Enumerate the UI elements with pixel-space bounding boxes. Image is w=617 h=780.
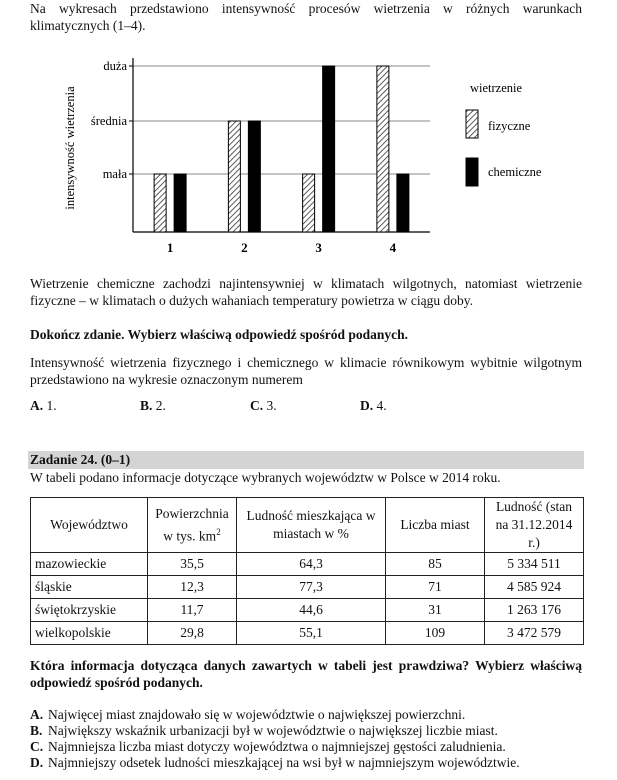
option-d[interactable]: D. Najmniejszy odsetek ludności mieszkającej na wsi był w najmniejszym województwie. (30, 755, 520, 770)
table-cell: 35,5 (148, 553, 237, 576)
table-cell: 12,3 (148, 576, 237, 599)
table-row (31, 622, 584, 645)
table-cell: 5 334 511 (485, 553, 584, 576)
bar-chemical (248, 121, 260, 232)
answer-c[interactable]: C. 3. (250, 398, 277, 413)
x-tick-label: 3 (315, 240, 322, 255)
voivodeship-table (30, 497, 584, 645)
col-city-count: Liczba miast (386, 498, 485, 553)
table-row (31, 553, 584, 576)
table-cell: 31 (386, 599, 485, 622)
weathering-chart (0, 40, 617, 260)
bar-physical (303, 174, 315, 232)
table-cell: śląskie (31, 576, 148, 599)
table-cell: 77,3 (237, 576, 386, 599)
chart-intro: Na wykresach przedstawiono intensywność procesów wietrzenia w różnych warunkach klimatycznych (1–4). (30, 1, 582, 33)
task-24-intro: W tabeli podano informacje dotyczące wybranych województw w Polsce w 2014 roku. (30, 470, 501, 485)
y-axis-label: intensywność wietrzenia (63, 86, 77, 210)
option-b[interactable]: B. Największy wskaźnik urbanizacji był w województwie o największej liczbie miast. (30, 723, 498, 738)
task-24-header: Zadanie 24. (0–1) (28, 451, 584, 469)
table-cell: 71 (386, 576, 485, 599)
bar-chemical (174, 174, 186, 232)
table-cell: 29,8 (148, 622, 237, 645)
col-voivodeship: Województwo (31, 498, 148, 553)
bar-physical (377, 66, 389, 232)
table-cell: 64,3 (237, 553, 386, 576)
table-cell: 3 472 579 (485, 622, 584, 645)
col-urban-pct: Ludność mieszkająca w miastach w % (237, 498, 386, 553)
x-tick-label: 4 (389, 240, 397, 255)
y-tick-label: duża (103, 59, 127, 73)
answer-b[interactable]: B. 2. (140, 398, 166, 413)
bar-physical (154, 174, 166, 232)
bar-physical (228, 121, 240, 232)
table-header-row (31, 498, 584, 553)
legend-label-physical: fizyczne (488, 119, 531, 133)
option-c[interactable]: C. Najmniejsza liczba miast dotyczy województwa o najmniejszej gęstości zaludnienia. (30, 739, 506, 754)
table-cell: 11,7 (148, 599, 237, 622)
table-cell: 109 (386, 622, 485, 645)
table-cell: 44,6 (237, 599, 386, 622)
y-tick-label: średnia (90, 114, 127, 128)
legend-swatch-chemical (466, 158, 478, 186)
chart-note: Wietrzenie chemiczne zachodzi najintensywniej w klimatach wilgotnych, natomiast wietrzenie fizyczne – w klimatach o dużych wahaniach temperatury powietrza w ciągu doby. (30, 276, 582, 308)
table-cell: wielkopolskie (31, 622, 148, 645)
task-24-options (30, 707, 590, 771)
table-cell: mazowieckie (31, 553, 148, 576)
option-a[interactable]: A. Najwięcej miast znajdowało się w województwie o największej powierzchni. (30, 707, 466, 722)
bar-chemical (323, 66, 335, 232)
table-cell: 55,1 (237, 622, 386, 645)
task-24-question: Która informacja dotycząca danych zawartych w tabeli jest prawdziwa? Wybierz właściwą odpowiedź spośród podanych. (30, 658, 582, 690)
table-row (31, 576, 584, 599)
answer-a[interactable]: A. 1. (30, 398, 57, 413)
y-tick-label: mała (102, 167, 127, 181)
table-cell: 1 263 176 (485, 599, 584, 622)
table-cell: 4 585 924 (485, 576, 584, 599)
col-population: Ludność (stan na 31.12.2014 r.) (485, 498, 584, 553)
legend-swatch-physical (466, 110, 478, 138)
instruction: Dokończ zdanie. Wybierz właściwą odpowiedź spośród podanych. (30, 327, 409, 342)
x-tick-label: 2 (241, 240, 248, 255)
answer-d[interactable]: D. 4. (360, 398, 387, 413)
col-area: Powierzchnia w tys. $km^2$ (148, 498, 237, 553)
legend-title: wietrzenie (470, 81, 523, 95)
question-text: Intensywność wietrzenia fizycznego i chemicznego w klimacie równikowym wybitnie wilgotnym przedstawiono na wykresie oznaczonym numerem (30, 355, 582, 387)
table-cell: świętokrzyskie (31, 599, 148, 622)
table-row (31, 599, 584, 622)
table-cell: 85 (386, 553, 485, 576)
legend-label-chemical: chemiczne (488, 165, 542, 179)
x-tick-label: 1 (166, 240, 174, 255)
bar-chemical (397, 174, 409, 232)
